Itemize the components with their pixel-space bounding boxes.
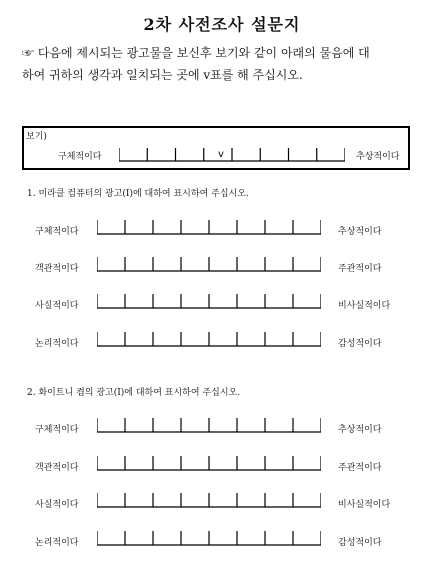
q1-row2-scale[interactable] [97, 257, 321, 272]
q2-row4-right: 감성적이다 [338, 538, 382, 548]
q1-row3-scale[interactable] [97, 294, 321, 309]
q2-row2-right: 주관적이다 [338, 463, 382, 473]
question-1-title: 1. 미라클 컴퓨터의 광고(Ⅰ)에 대하여 표시하여 주십시오. [27, 189, 249, 199]
q1-row1-scale[interactable] [97, 220, 321, 235]
q2-row1-left: 구체적이다 [35, 425, 79, 435]
q1-row1-left: 구체적이다 [35, 227, 79, 237]
q2-row4-left: 논리적이다 [35, 538, 79, 548]
q2-row3-left: 사실적이다 [35, 500, 79, 510]
instruction-line-2: 하여 귀하의 생각과 일치되는 곳에 v표를 해 주십시오. [22, 68, 303, 82]
example-right-label: 추상적이다 [356, 152, 400, 162]
q1-row1-right: 추상적이다 [338, 227, 382, 237]
q2-row3-right: 비사실적이다 [338, 500, 391, 510]
example-mark: v [218, 149, 224, 160]
example-caption: 보기) [26, 132, 47, 142]
instruction-line-1: ☞ 다음에 제시되는 광고물을 보신후 보기와 같이 아래의 물음에 대 [22, 46, 370, 60]
q1-row2-left: 객관적이다 [35, 264, 79, 274]
example-scale [119, 146, 345, 162]
q1-row4-scale[interactable] [97, 332, 321, 347]
example-left-label: 구체적이다 [58, 152, 102, 162]
q1-row4-right: 감성적이다 [338, 339, 382, 349]
instructions [22, 42, 422, 86]
example-box [22, 126, 410, 170]
q2-row3-scale[interactable] [97, 493, 321, 508]
q2-row4-scale[interactable] [97, 531, 321, 546]
q1-row2-right: 주관적이다 [338, 264, 382, 274]
q1-row4-left: 논리적이다 [35, 339, 79, 349]
q1-row3-right: 비사실적이다 [338, 301, 391, 311]
question-2-title: 2. 화이트니 켬의 광고(Ⅰ)에 대하여 표시하여 주십시오. [27, 388, 241, 398]
q2-row1-scale[interactable] [97, 418, 321, 433]
q2-row2-scale[interactable] [97, 456, 321, 471]
page-title: 2차 사전조사 설문지 [143, 15, 301, 34]
q2-row2-left: 객관적이다 [35, 463, 79, 473]
q1-row3-left: 사실적이다 [35, 301, 79, 311]
q2-row1-right: 추상적이다 [338, 425, 382, 435]
